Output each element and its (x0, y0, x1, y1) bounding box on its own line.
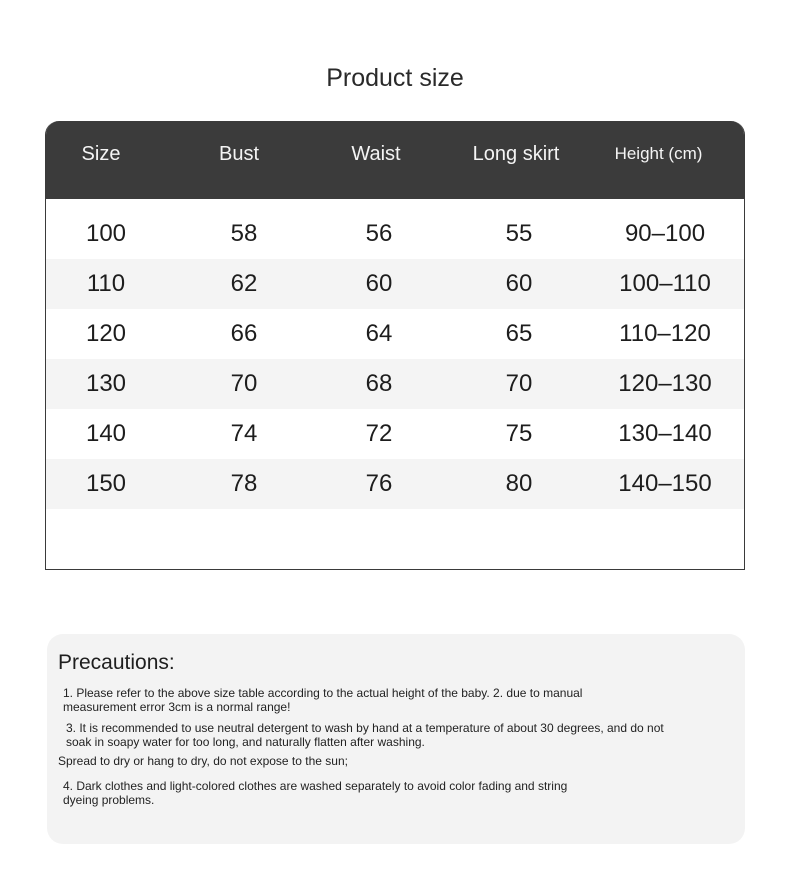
cell-waist: 72 (365, 420, 393, 447)
cell-height: 90–100 (624, 220, 706, 247)
cell-bust: 62 (230, 270, 258, 297)
cell-size: 120 (85, 320, 127, 347)
cell-height: 130–140 (618, 420, 712, 447)
cell-waist: 60 (365, 270, 393, 297)
cell-long-skirt: 70 (505, 370, 533, 397)
cell-bust: 58 (230, 220, 258, 247)
precaution-line: soak in soapy water for too long, and naturally flatten after washing. (66, 735, 425, 749)
cell-size: 100 (85, 220, 127, 247)
precaution-line: 4. Dark clothes and light-colored clothes are washed separately to avoid color fading and string (63, 779, 568, 793)
table-row (46, 209, 745, 259)
cell-size: 150 (85, 470, 127, 497)
cell-bust: 70 (230, 370, 258, 397)
cell-waist: 64 (365, 320, 393, 347)
table-row (46, 409, 745, 459)
cell-height: 110–120 (619, 320, 711, 347)
cell-height: 100–110 (619, 270, 711, 297)
precaution-line: Spread to dry or hang to dry, do not expose to the sun; (58, 754, 348, 768)
cell-long-skirt: 80 (505, 470, 533, 497)
precaution-line: 3. It is recommended to use neutral detergent to wash by hand at a temperature of about 30 degrees, and do not (66, 721, 664, 735)
header-size: Size (81, 143, 121, 165)
cell-bust: 78 (230, 470, 258, 497)
table-row (46, 359, 745, 409)
table-row (46, 259, 745, 309)
table-row (46, 309, 745, 359)
cell-waist: 56 (365, 220, 393, 247)
table-body (46, 209, 745, 509)
precaution-line: 1. Please refer to the above size table according to the actual height of the baby. 2. due to manual (63, 686, 583, 700)
cell-waist: 76 (365, 470, 393, 497)
precautions-title: Precautions: (58, 651, 175, 674)
cell-size: 130 (85, 370, 127, 397)
table-header (46, 121, 744, 199)
cell-bust: 74 (230, 420, 258, 447)
table-row (46, 459, 745, 509)
cell-long-skirt: 60 (505, 270, 533, 297)
header-long-skirt: Long skirt (472, 143, 560, 165)
cell-long-skirt: 55 (505, 220, 533, 247)
cell-height: 140–150 (618, 470, 712, 497)
precautions-panel (47, 634, 745, 844)
header-waist: Waist (351, 143, 401, 165)
page-title: Product size (326, 64, 464, 92)
size-table (45, 121, 745, 570)
header-height: Height (cm) (614, 144, 703, 163)
cell-size: 140 (85, 420, 127, 447)
cell-size: 110 (86, 270, 126, 297)
precaution-line: measurement error 3cm is a normal range! (63, 700, 291, 714)
cell-height: 120–130 (618, 370, 712, 397)
cell-long-skirt: 65 (505, 320, 533, 347)
cell-waist: 68 (365, 370, 393, 397)
header-bust: Bust (218, 143, 260, 165)
precaution-line: dyeing problems. (63, 793, 155, 807)
cell-bust: 66 (230, 320, 258, 347)
cell-long-skirt: 75 (505, 420, 533, 447)
